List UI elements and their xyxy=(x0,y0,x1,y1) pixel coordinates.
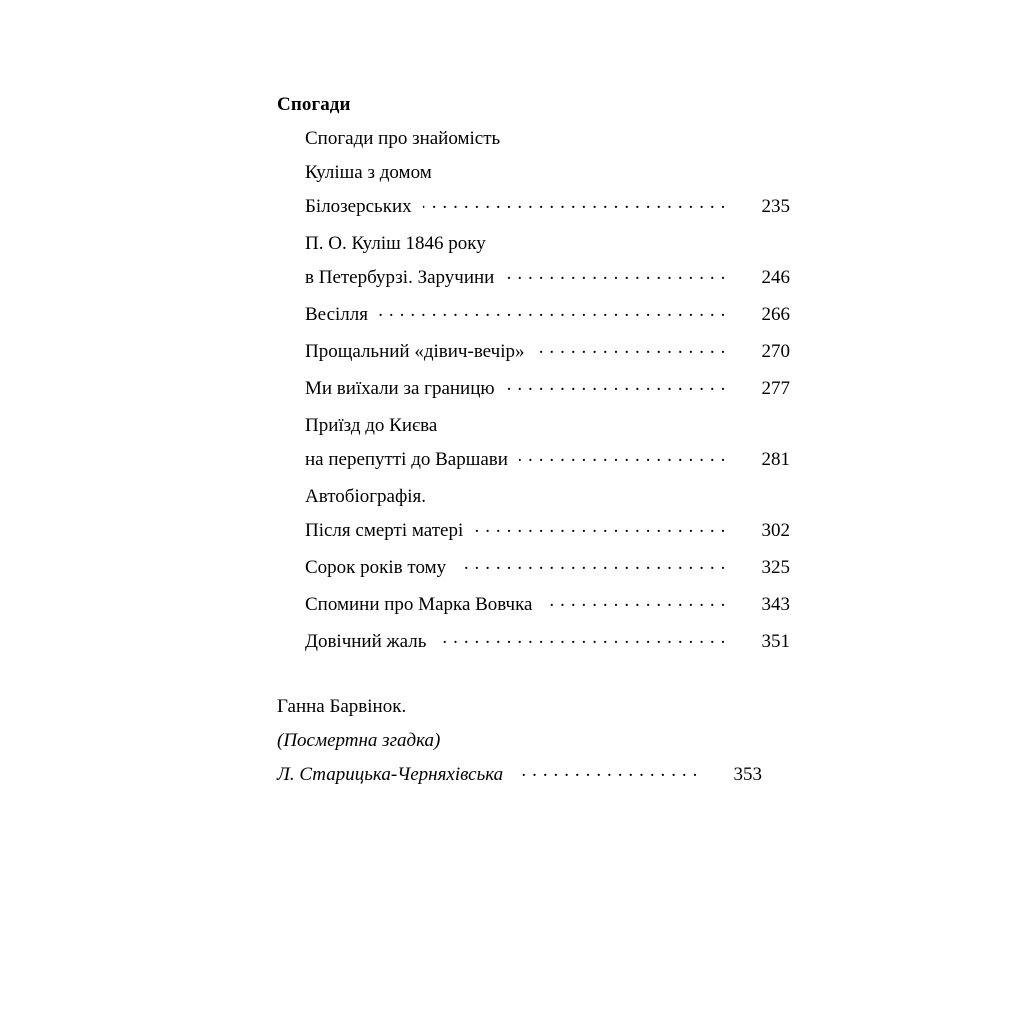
toc-entry[interactable] xyxy=(305,122,790,224)
dot-leader xyxy=(519,446,726,465)
dot-leader xyxy=(379,301,726,320)
toc-entry-title: Сорок років тому xyxy=(305,557,447,578)
toc-entry[interactable] xyxy=(305,298,790,332)
toc-entry-line: Куліша з домом xyxy=(305,162,432,183)
toc-page-number: 246 xyxy=(761,267,790,288)
toc-entry-line: П. О. Куліш 1846 року xyxy=(305,233,486,254)
toc-entry-title: Довічний жаль xyxy=(305,631,427,652)
toc-entry[interactable] xyxy=(305,227,790,295)
dot-leader xyxy=(437,628,726,647)
dot-leader xyxy=(423,193,726,212)
dot-leader xyxy=(535,338,726,357)
closing-subtitle-line: (Посмертна згадка) xyxy=(277,730,441,751)
toc-entry-final-line xyxy=(305,298,790,332)
toc-page-number: 281 xyxy=(761,449,790,470)
toc-page-number: 266 xyxy=(761,304,790,325)
toc-entry[interactable] xyxy=(305,335,790,369)
section-heading-spohady: Спогади xyxy=(277,94,351,115)
dot-leader xyxy=(457,554,726,573)
dot-leader xyxy=(474,517,726,536)
toc-entry-line: Приїзд до Києва xyxy=(305,415,438,436)
toc-page-number: 343 xyxy=(761,594,790,615)
toc-entry-final-line xyxy=(305,514,790,548)
toc-entry[interactable] xyxy=(305,625,790,659)
toc-entry[interactable] xyxy=(305,372,790,406)
closing-author-name: Л. Старицька-Черняхівська xyxy=(277,764,504,785)
toc-entry-title: в Петербурзі. Заручини xyxy=(305,267,495,288)
toc-entry-final-line xyxy=(305,261,790,295)
dot-leader xyxy=(505,264,726,283)
toc-entry-final-line xyxy=(305,190,790,224)
table-of-contents xyxy=(277,88,790,792)
toc-page-number: 277 xyxy=(761,378,790,399)
toc-entry-title: Після смерті матері xyxy=(305,520,464,541)
toc-entry-title: Прощальний «дівич-вечір» xyxy=(305,341,525,362)
toc-entry-line: Спогади про знайомість xyxy=(305,128,501,149)
toc-page-number: 353 xyxy=(733,764,762,785)
toc-entry-title: Весілля xyxy=(305,304,368,325)
toc-page-number: 302 xyxy=(761,520,790,541)
dot-leader xyxy=(506,375,726,394)
toc-entry-final-line xyxy=(305,335,790,369)
toc-entry-title: на перепутті до Варшави xyxy=(305,449,508,470)
toc-entry-title: Спомини про Марка Вовчка xyxy=(305,594,533,615)
toc-entry[interactable] xyxy=(305,409,790,477)
toc-entry-final-line xyxy=(305,372,790,406)
toc-entry-line: Автобіографія. xyxy=(305,486,427,507)
toc-entry[interactable] xyxy=(305,480,790,548)
toc-entry[interactable] xyxy=(305,551,790,585)
toc-page-number: 270 xyxy=(761,341,790,362)
toc-entry-final-line xyxy=(305,625,790,659)
toc-closing-entry[interactable] xyxy=(277,690,767,792)
toc-page-number: 325 xyxy=(761,557,790,578)
toc-page-number: 235 xyxy=(761,196,790,217)
toc-entry-final-line xyxy=(305,588,790,622)
toc-entry-list xyxy=(305,122,790,659)
dot-leader xyxy=(516,761,698,780)
closing-author-line xyxy=(277,758,762,792)
toc-page-number: 351 xyxy=(761,631,790,652)
toc-entry[interactable] xyxy=(305,588,790,622)
dot-leader xyxy=(543,591,726,610)
toc-entry-title: Білозерських xyxy=(305,196,412,217)
closing-title-line: Ганна Барвінок. xyxy=(277,696,407,717)
toc-entry-title: Ми виїхали за границю xyxy=(305,378,495,399)
toc-entry-final-line xyxy=(305,443,790,477)
toc-entry-final-line xyxy=(305,551,790,585)
